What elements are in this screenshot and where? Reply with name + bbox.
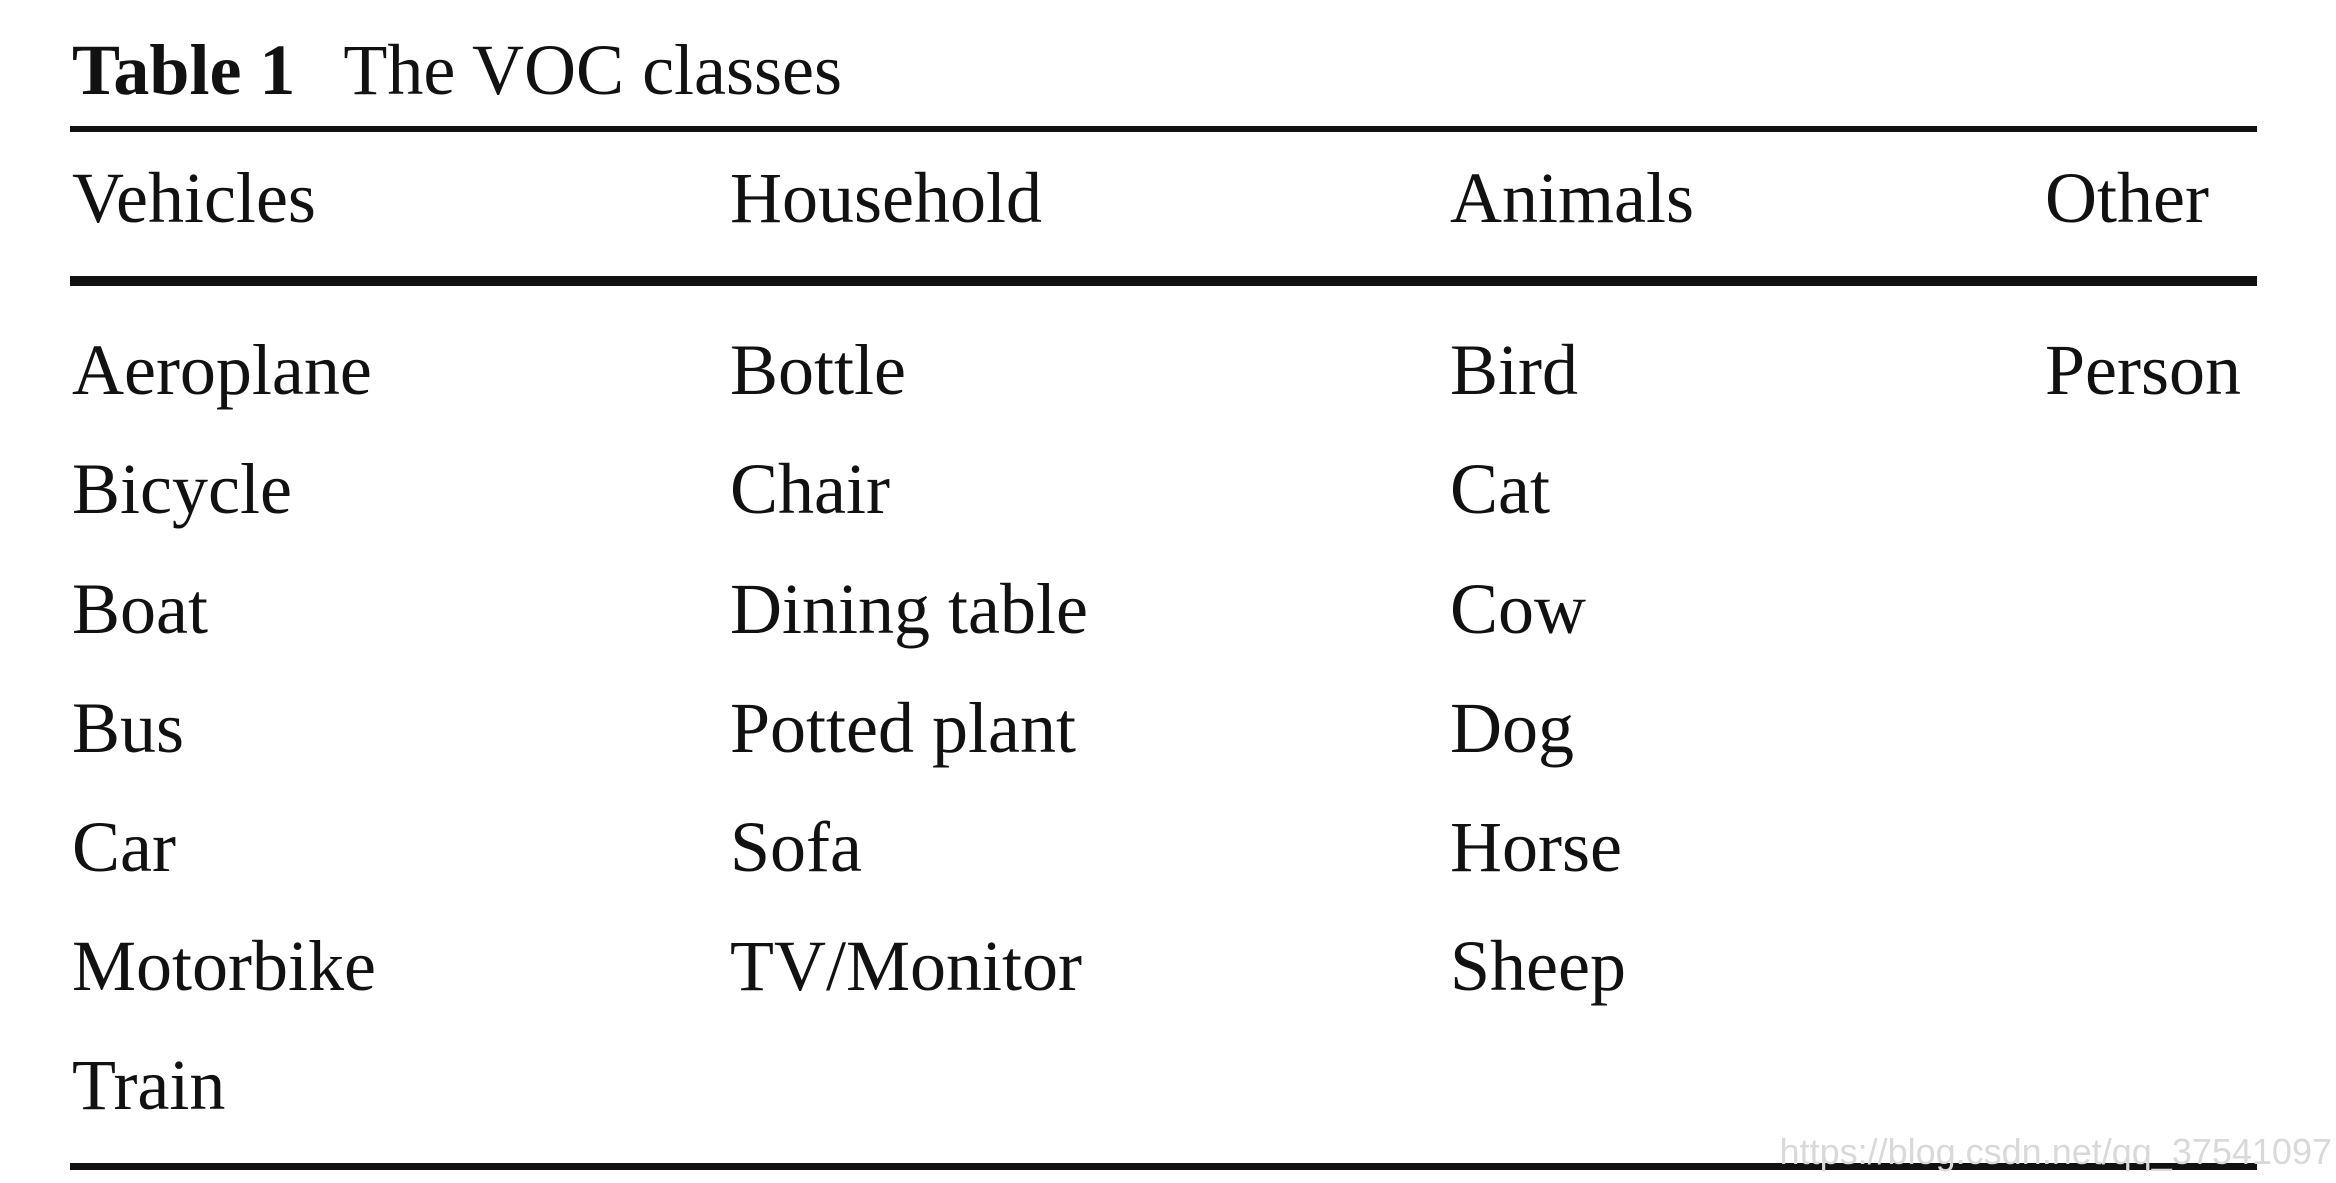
table-cell-household: Dining table xyxy=(730,569,1088,649)
column-header-household: Household xyxy=(730,158,1042,238)
table-cell-animals: Cat xyxy=(1450,449,1550,529)
header-rule xyxy=(70,276,2257,286)
table-cell-household: Bottle xyxy=(730,330,906,410)
table-cell-vehicles: Bus xyxy=(72,688,185,768)
table-cell-other: Person xyxy=(2045,330,2241,410)
table-cell-animals: Sheep xyxy=(1450,926,1626,1006)
column-header-vehicles: Vehicles xyxy=(72,158,316,238)
table-cell-household: Potted plant xyxy=(730,688,1076,768)
table-cell-vehicles: Train xyxy=(72,1045,226,1125)
watermark-url: https://blog.csdn.net/qq_37541097 xyxy=(1779,1131,2332,1172)
top-rule xyxy=(70,126,2257,132)
table-cell-animals: Horse xyxy=(1450,807,1622,887)
table-title: The VOC classes xyxy=(343,30,843,110)
table-cell-animals: Dog xyxy=(1450,688,1574,768)
column-header-other: Other xyxy=(2045,158,2209,238)
table-cell-animals: Bird xyxy=(1450,330,1579,410)
table-cell-vehicles: Car xyxy=(72,807,176,887)
table-cell-vehicles: Motorbike xyxy=(72,926,376,1006)
table-cell-household: Sofa xyxy=(730,807,862,887)
table-cell-animals: Cow xyxy=(1450,569,1587,649)
table-cell-household: Chair xyxy=(730,449,890,529)
table-caption xyxy=(72,22,842,118)
table-number: Table 1 xyxy=(72,30,296,110)
table-cell-vehicles: Bicycle xyxy=(72,449,292,529)
table-cell-vehicles: Aeroplane xyxy=(72,330,372,410)
column-header-animals: Animals xyxy=(1450,158,1694,238)
table-cell-vehicles: Boat xyxy=(72,569,208,649)
table-cell-household: TV/Monitor xyxy=(730,926,1082,1006)
